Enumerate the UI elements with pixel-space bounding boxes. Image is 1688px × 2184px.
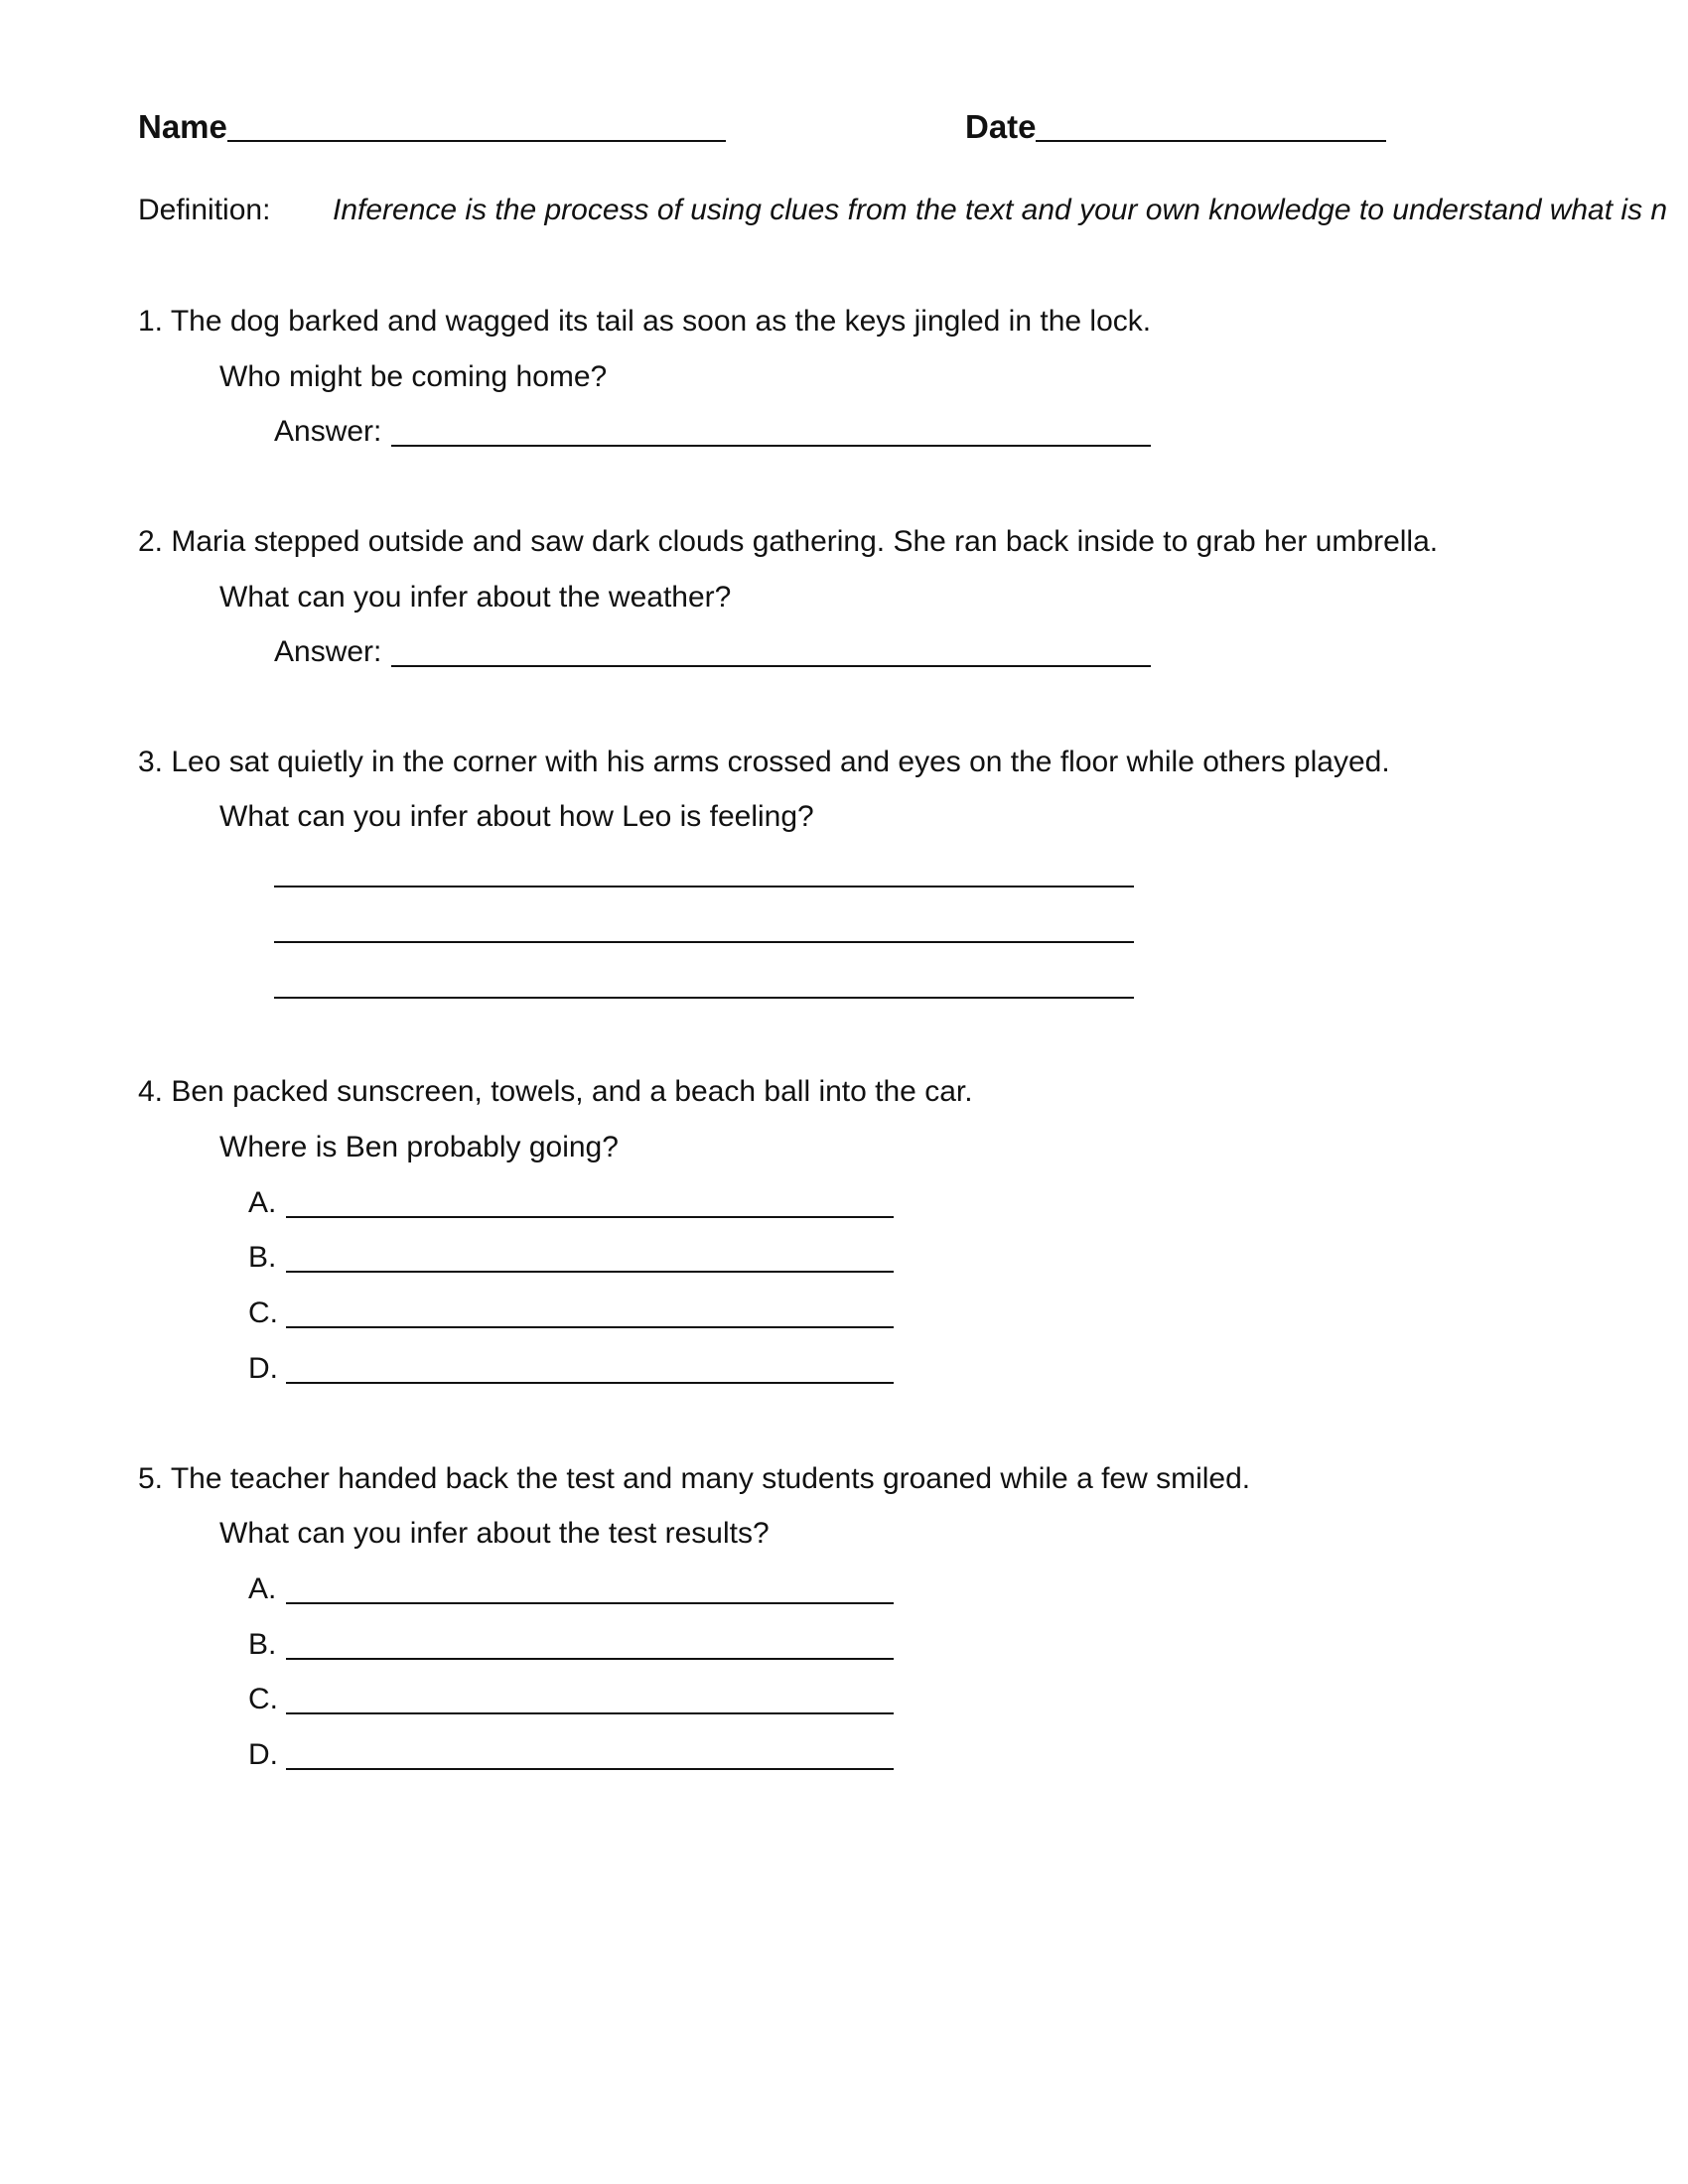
question-5-option-label: B.	[248, 1628, 277, 1661]
question-5-statement: 5. The teacher handed back the test and many students groaned while a few smiled.	[138, 1462, 1251, 1495]
question-3-statement: 3. Leo sat quietly in the corner with his arms crossed and eyes on the floor while others played.	[138, 746, 1390, 778]
question-5-option-line[interactable]	[286, 1768, 894, 1770]
question-5-option-line[interactable]	[286, 1602, 894, 1604]
question-4-option-label: D.	[248, 1352, 278, 1385]
question-2-statement: 2. Maria stepped outside and saw dark clouds gathering. She ran back inside to grab her umbrella.	[138, 525, 1439, 558]
question-2-answer-label: Answer:	[274, 635, 382, 668]
date-field-line[interactable]	[1036, 140, 1386, 142]
question-3-answer-line-1[interactable]	[274, 886, 1134, 887]
question-5-option-label: A.	[248, 1572, 277, 1605]
question-4-option-line[interactable]	[286, 1216, 894, 1218]
definition-label: Definition:	[138, 194, 271, 226]
question-4-option-line[interactable]	[286, 1382, 894, 1384]
question-2-prompt: What can you infer about the weather?	[219, 581, 732, 614]
question-1-answer-line[interactable]	[391, 445, 1151, 447]
question-1-answer-label: Answer:	[274, 415, 382, 448]
question-3-answer-line-2[interactable]	[274, 941, 1134, 943]
definition-text: Inference is the process of using clues from the text and your own knowledge to understand what is n	[333, 194, 1668, 226]
question-5-option-line[interactable]	[286, 1658, 894, 1660]
question-5-prompt: What can you infer about the test results?	[219, 1517, 770, 1550]
question-4-statement: 4. Ben packed sunscreen, towels, and a beach ball into the car.	[138, 1075, 973, 1108]
question-3-answer-line-3[interactable]	[274, 997, 1134, 999]
question-4-option-line[interactable]	[286, 1271, 894, 1273]
question-5-option-label: D.	[248, 1738, 278, 1771]
question-4-option-label: B.	[248, 1241, 277, 1274]
question-3-prompt: What can you infer about how Leo is feeling?	[219, 800, 814, 833]
question-5-option-label: C.	[248, 1683, 278, 1715]
question-1-statement: 1. The dog barked and wagged its tail as soon as the keys jingled in the lock.	[138, 305, 1152, 338]
question-4-prompt: Where is Ben probably going?	[219, 1131, 619, 1163]
question-2-answer-line[interactable]	[391, 665, 1151, 667]
name-field-line[interactable]	[227, 140, 726, 142]
name-label: Name	[138, 108, 227, 145]
question-4-option-label: A.	[248, 1186, 277, 1219]
question-4-option-label: C.	[248, 1297, 278, 1329]
question-5-option-line[interactable]	[286, 1712, 894, 1714]
question-1-prompt: Who might be coming home?	[219, 360, 608, 393]
question-4-option-line[interactable]	[286, 1326, 894, 1328]
date-label: Date	[965, 108, 1037, 145]
